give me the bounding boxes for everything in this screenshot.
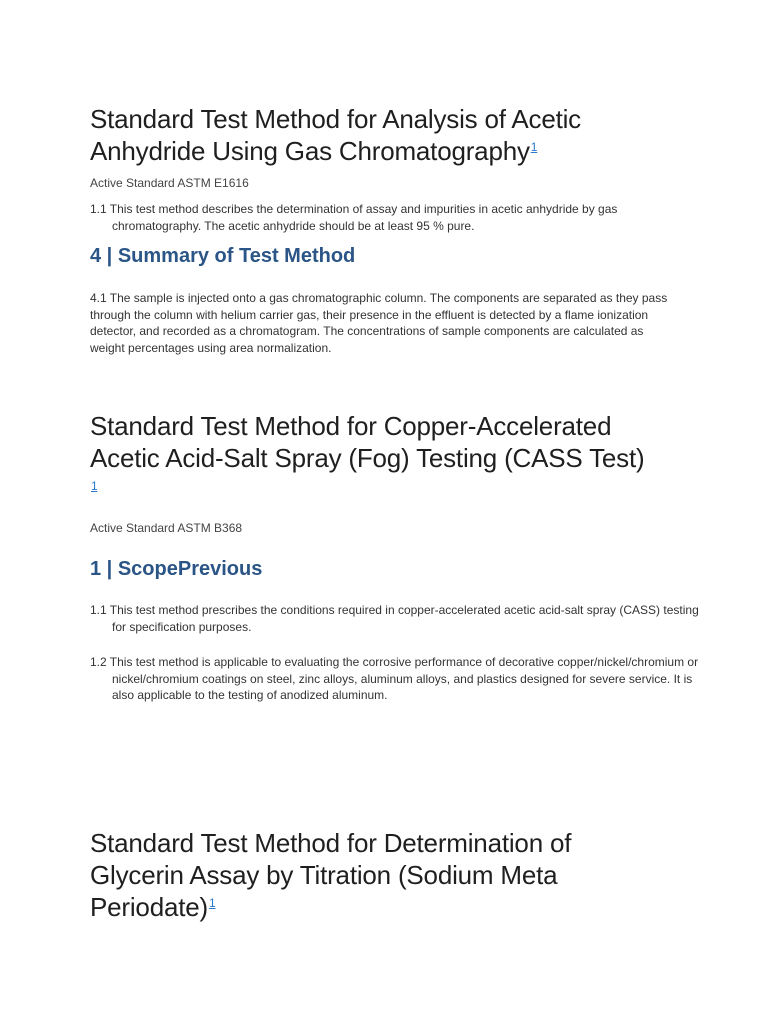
doc1-title-text: Standard Test Method for Analysis of Acetic Anhydride Using Gas Chromatography	[90, 104, 581, 166]
doc2-para-1-2: 1.2 This test method is applicable to evaluating the corrosive performance of decorative copper/nickel/chromium or nickel/chromium coatings on steel, zinc alloys, aluminum alloys, and plastics designed for severe service. It is also applicable to the testing of anodized aluminum.	[90, 655, 699, 702]
doc2-footnote-link[interactable]: 1	[91, 479, 98, 493]
doc2-section-heading: 1 | ScopePrevious	[90, 558, 263, 580]
doc2-status: Active Standard ASTM B368	[90, 521, 243, 535]
doc3-title	[90, 827, 600, 923]
doc1-footnote-link[interactable]: 1	[530, 140, 538, 154]
doc3-footnote-link[interactable]: 1	[208, 896, 216, 910]
doc1-section-heading: 4 | Summary of Test Method	[90, 245, 356, 267]
doc1-para-1-1: 1.1 This test method describes the determination of assay and impurities in acetic anhydride by gas chromatography. The acetic anhydride should be at least 95 % pure.	[90, 202, 618, 233]
doc2-para-1-1: 1.1 This test method prescribes the conditions required in copper-accelerated acetic acid-salt spray (CASS) testing for specification purposes.	[90, 603, 699, 634]
doc2-title-text: Standard Test Method for Copper-Accelerated Acetic Acid-Salt Spray (Fog) Testing (CASS Test)	[90, 411, 645, 473]
doc1-para-4-1: 4.1 The sample is injected onto a gas chromatographic column. The components are separated as they pass through the column with helium carrier gas, their presence in the effluent is detected by a flame ionization detector, and recorded as a chromatogram. The concentrations of sample components are calculated as weight percentages using area normalization.	[90, 291, 668, 355]
doc1-status: Active Standard ASTM E1616	[90, 176, 249, 190]
doc3-title-text: Standard Test Method for Determination of Glycerin Assay by Titration (Sodium Meta Periodate)	[90, 828, 572, 922]
doc2-title	[90, 410, 650, 506]
doc1-title	[90, 103, 630, 167]
